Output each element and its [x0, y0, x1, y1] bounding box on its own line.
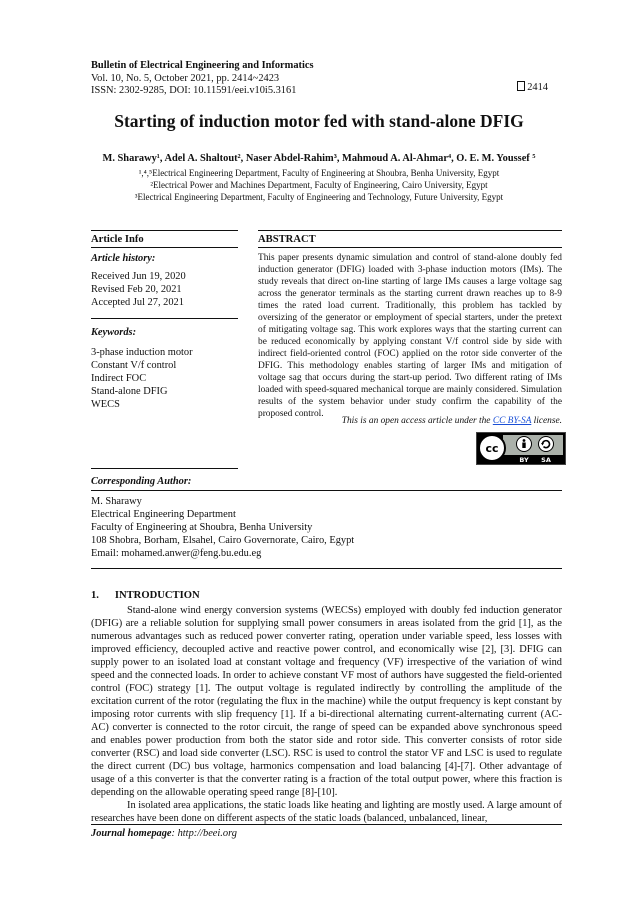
- abstract-text: This paper presents dynamic simulation and control of stand-alone doubly fed induction generator (DFIG) loaded with 3-phase induction motors (IMs). The study reveals that direct on-line starting of large IMs causes a large voltage sag across the generator terminals as the starting current drawn reaches up to 8-9 times the rated load current. Traditionally, this problem has tackled by oversizing of the generator or employment of special starters, under the pretext of mitigating voltage sag. This work explores ways that the starting current can be reduced economically by applying constant V/f control side by side with indirect field-oriented control (FOC) applied on the rotor side converter of the DFIG. This methodology enables starting of larger IMs and mitigation of voltage sag that occurs during the start-up period. Two different rating of IMs loaded with speed-squared mechanical torque are mainly considered. Simulation results of the system behavior under study confirm the capability of the proposed control.: [258, 253, 562, 419]
- keyword-list: [91, 346, 193, 411]
- rule: [91, 468, 238, 469]
- abstract-heading: ABSTRACT: [258, 234, 316, 245]
- journal-name: Bulletin of Electrical Engineering and Informatics: [91, 60, 314, 71]
- keyword-item: WECS: [91, 399, 120, 410]
- license-line: [258, 416, 562, 426]
- journal-volume: Vol. 10, No. 5, October 2021, pp. 2414~2423: [91, 72, 280, 84]
- history-list: [91, 270, 186, 309]
- introduction-heading: 1. INTRODUCTION: [91, 590, 200, 601]
- homepage-label: Journal homepage: [91, 828, 172, 839]
- rule: [91, 318, 238, 319]
- corresponding-dept: Electrical Engineering Department: [91, 509, 236, 520]
- affiliation-2: ²Electrical Power and Machines Department, Faculty of Engineering, Cairo University, Egypt: [150, 180, 488, 190]
- rule: [91, 230, 238, 231]
- affiliation-3: ³Electrical Engineering Department, Faculty of Engineering and Technology, Future University, Egypt: [134, 192, 504, 202]
- history-accepted: Accepted Jul 27, 2021: [91, 297, 184, 308]
- keyword-item: Stand-alone DFIG: [91, 386, 168, 397]
- rule: [91, 490, 562, 491]
- journal-homepage: [91, 828, 237, 839]
- keywords-heading: Keywords:: [91, 327, 137, 338]
- corresponding-address: 108 Shobra, Borham, Elsahel, Cairo Governorate, Cairo, Egypt: [91, 535, 355, 546]
- history-received: Received Jun 19, 2020: [91, 271, 186, 282]
- history-revised: Revised Feb 20, 2021: [91, 284, 182, 295]
- author-list: M. Sharawy¹, Adel A. Shaltout², Naser Abdel-Rahim³, Mahmoud A. Al-Ahmar⁴, O. E. M. Youssef ⁵: [102, 153, 536, 164]
- affiliation-1: ¹,⁴,⁵Electrical Engineering Department, Faculty of Engineering at Shoubra, Benha University, Egypt: [138, 168, 500, 178]
- license-suffix: license.: [533, 416, 562, 426]
- corresponding-name: M. Sharawy: [91, 496, 142, 507]
- paper-title: Starting of induction motor fed with stand-alone DFIG: [114, 111, 524, 131]
- history-heading: Article history:: [91, 253, 156, 264]
- corresponding-faculty: Faculty of Engineering at Shoubra, Benha University: [91, 522, 313, 533]
- journal-issn: ISSN: 2302-9285, DOI: 10.11591/eei.v10i5.3161: [91, 85, 297, 96]
- corresponding-email: Email: mohamed.anwer@feng.bu.edu.eg: [91, 548, 262, 559]
- license-link[interactable]: CC BY-SA: [492, 416, 532, 426]
- page-number: [517, 81, 548, 93]
- sa-text: SA: [541, 456, 551, 464]
- corresponding-heading: Corresponding Author:: [91, 476, 192, 487]
- introduction-body: [91, 604, 562, 825]
- introduction-paragraph: In isolated area applications, the static loads like heating and lighting are mostly used. A large amount of researches have been done on different aspects of the static loads (balanced, unbalanced, linear,: [91, 800, 562, 824]
- homepage-url[interactable]: : http://beei.org: [171, 828, 237, 839]
- rule: [91, 568, 562, 569]
- rule: [258, 230, 562, 231]
- keyword-item: Indirect FOC: [91, 373, 147, 384]
- corresponding-block: [91, 495, 354, 560]
- introduction-paragraph: Stand-alone wind energy conversion systems (WECSs) employed with doubly fed induction generator (DFIG) are a reliable solution for supplying small power consumers in areas isolated from the grid [1], as the numerous advantages such as reduced power converter rating, operation under variable speed, less losses with improved efficiency, decoupled active and reactive power control, and economically wise [2], [3]. DFIG can supply power to an isolated load at constant voltage and frequency (VF) irrespective of the variation of wind speed and the connected loads. In order to achieve constant VF most of authors have suggested the field-oriented control (FOC) strategy [1]. The output voltage is regulated indirectly by controlling the amplitude of the excitation current of the rotor (regulating the flux in the machine) while the output frequency is kept constant by imposing rotor currents with slip frequency [1]. If a bi-directional alternating current-alternating current (AC-AC) converter is connected to the rotor circuit, the range of speed can be expanded above synchronous speed and enables power production from both the stator side and rotor side. This converter consists of rotor side converter (RSC) and load side converter (LSC). RSC is used to control the stator VF and LSC is used to regulate the direct current (DC) bus voltage, harmonics compensation and load balancing [4]-[7]. Other advantage of usage of a this converter is that the converter rating is a fraction of the total output power, where this fraction is depending on the allowable operating speed range [8]-[10].: [91, 605, 562, 798]
- journal-header: [91, 60, 314, 98]
- article-info-heading: Article Info: [91, 234, 144, 245]
- rule: [91, 824, 562, 825]
- rule: [91, 247, 238, 248]
- page-number-text: 2414: [527, 82, 548, 93]
- keyword-item: 3-phase induction motor: [91, 347, 193, 358]
- license-prefix: This is an open access article under the: [341, 416, 491, 426]
- keyword-item: Constant V/f control: [91, 360, 177, 371]
- box-icon: [517, 81, 525, 91]
- cc-by-sa-badge-icon[interactable]: [476, 432, 566, 465]
- rule: [258, 247, 562, 248]
- by-text: BY: [519, 456, 529, 464]
- cc-text: cc: [485, 442, 499, 455]
